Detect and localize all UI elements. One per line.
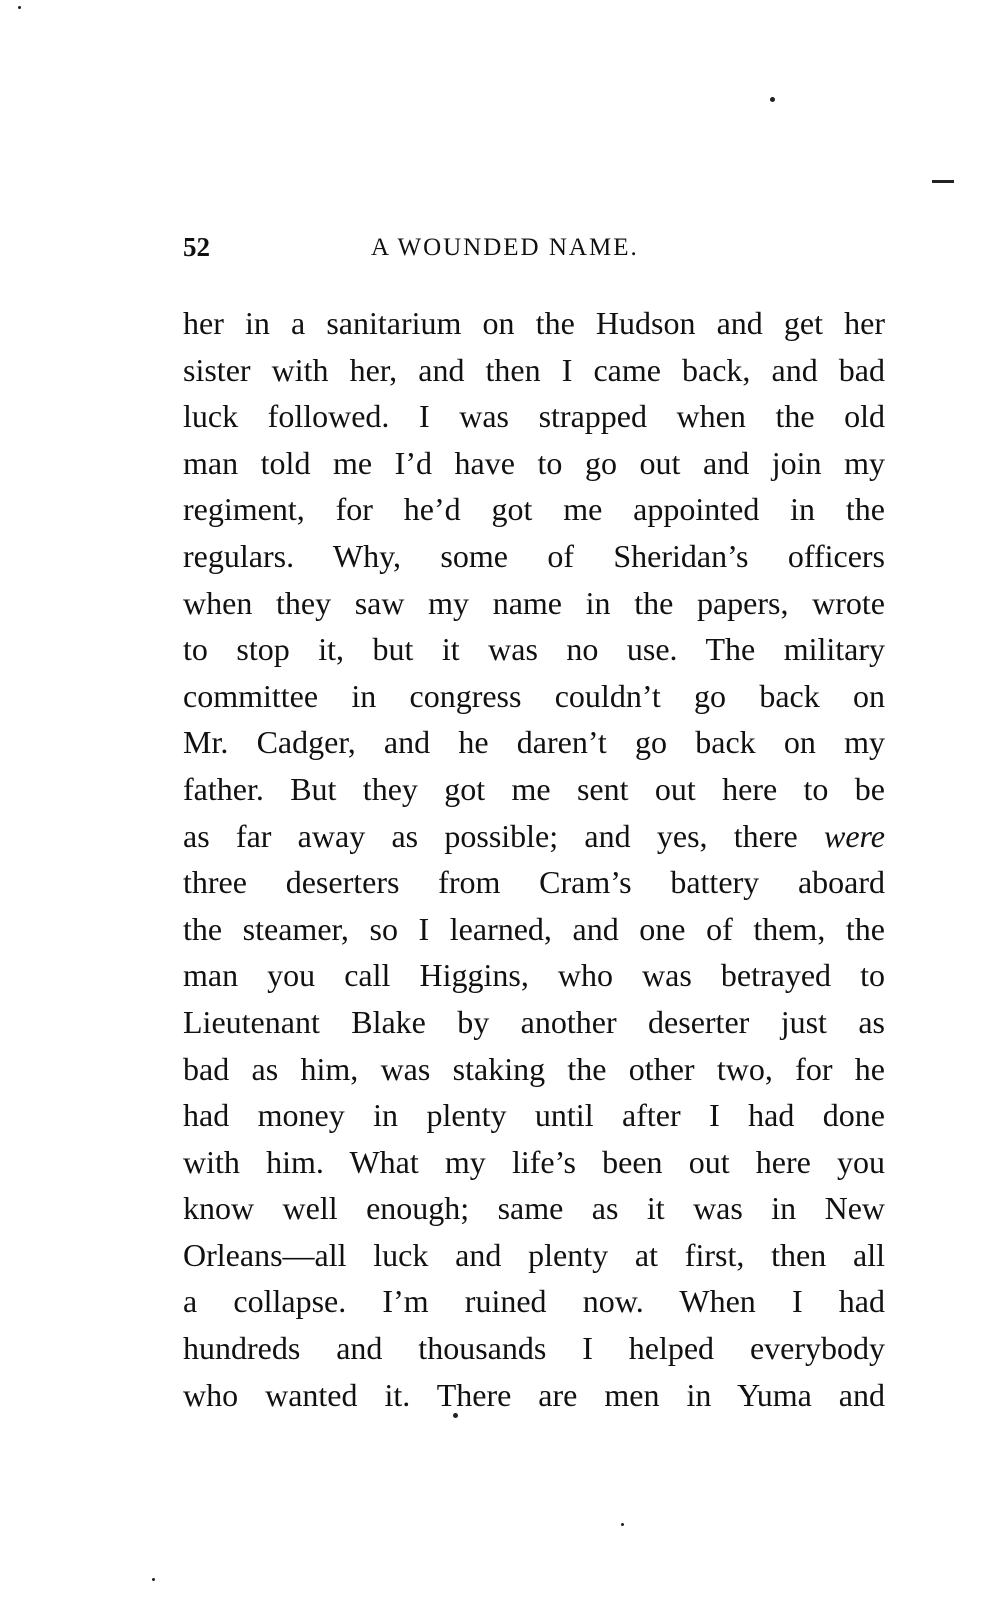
scan-speck (770, 97, 775, 102)
text-line (183, 486, 885, 533)
text-line (183, 580, 885, 627)
text-line-content: a collapse. I’m ruined now. When I had (183, 1283, 885, 1320)
text-line-content: the steamer, so I learned, and one of them, the (183, 910, 885, 947)
text-line-content: hundreds and thousands I helped everybody (183, 1330, 885, 1367)
running-title: A WOUNDED NAME. (371, 234, 639, 261)
text-line (183, 300, 885, 347)
text-line (183, 1185, 885, 1232)
text-line (183, 533, 885, 580)
text-line-content: committee in congress couldn’t go back on (183, 677, 885, 714)
text-line-content: man you call Higgins, who was betrayed to (183, 957, 885, 994)
text-line-content: man told me I’d have to go out and join my (183, 444, 885, 481)
text-line (183, 999, 885, 1046)
text-line-content: Lieutenant Blake by another deserter just as (183, 1003, 885, 1040)
scan-speck (18, 6, 21, 9)
text-line-content: her in a sanitarium on the Hudson and get her (183, 305, 885, 341)
text-line (183, 1046, 885, 1093)
text-line-content: as far away as possible; and yes, there were (183, 817, 885, 854)
text-line (183, 719, 885, 766)
text-line (183, 906, 885, 953)
text-line-content: when they saw my name in the papers, wrote (183, 584, 885, 621)
text-line (183, 1139, 885, 1186)
text-line-content: who wanted it. There are men in Yuma and (183, 1376, 885, 1413)
text-line (183, 952, 885, 999)
text-line (183, 1325, 885, 1372)
text-line (183, 813, 885, 860)
text-line-content: with him. What my life’s been out here you (183, 1143, 885, 1180)
page-header (183, 228, 883, 268)
scan-speck (621, 1523, 624, 1526)
text-line (183, 440, 885, 487)
text-line (183, 1372, 885, 1419)
text-line (183, 1092, 885, 1139)
text-line-content: luck followed. I was strapped when the old (183, 398, 885, 435)
scan-mark (932, 180, 954, 183)
text-line-content: Mr. Cadger, and he daren’t go back on my (183, 724, 885, 761)
text-line-content: know well enough; same as it was in New (183, 1190, 885, 1227)
text-line (183, 766, 885, 813)
text-line (183, 673, 885, 720)
text-line-content: father. But they got me sent out here to be (183, 770, 885, 807)
scan-speck (453, 1413, 458, 1418)
text-line (183, 393, 885, 440)
text-line-content: to stop it, but it was no use. The military (183, 631, 885, 668)
text-line-content: had money in plenty until after I had done (183, 1097, 885, 1134)
text-line (183, 347, 885, 394)
text-line-content: three deserters from Cram’s battery aboard (183, 864, 885, 901)
page-number: 52 (183, 232, 210, 262)
scan-speck (152, 1578, 155, 1581)
text-line-content: regiment, for he’d got me appointed in the (183, 491, 885, 528)
emphasized-word: were (823, 817, 885, 854)
text-line (183, 626, 885, 673)
text-line (183, 1278, 885, 1325)
text-line-content: Orleans—all luck and plenty at first, then all (183, 1236, 885, 1273)
text-line (183, 1232, 885, 1279)
body-text (183, 300, 885, 1418)
text-line-content: sister with her, and then I came back, and bad (183, 351, 885, 388)
text-line-content: bad as him, was staking the other two, for he (183, 1050, 885, 1087)
text-line-content: regulars. Why, some of Sheridan’s officers (183, 537, 885, 574)
text-line (183, 859, 885, 906)
